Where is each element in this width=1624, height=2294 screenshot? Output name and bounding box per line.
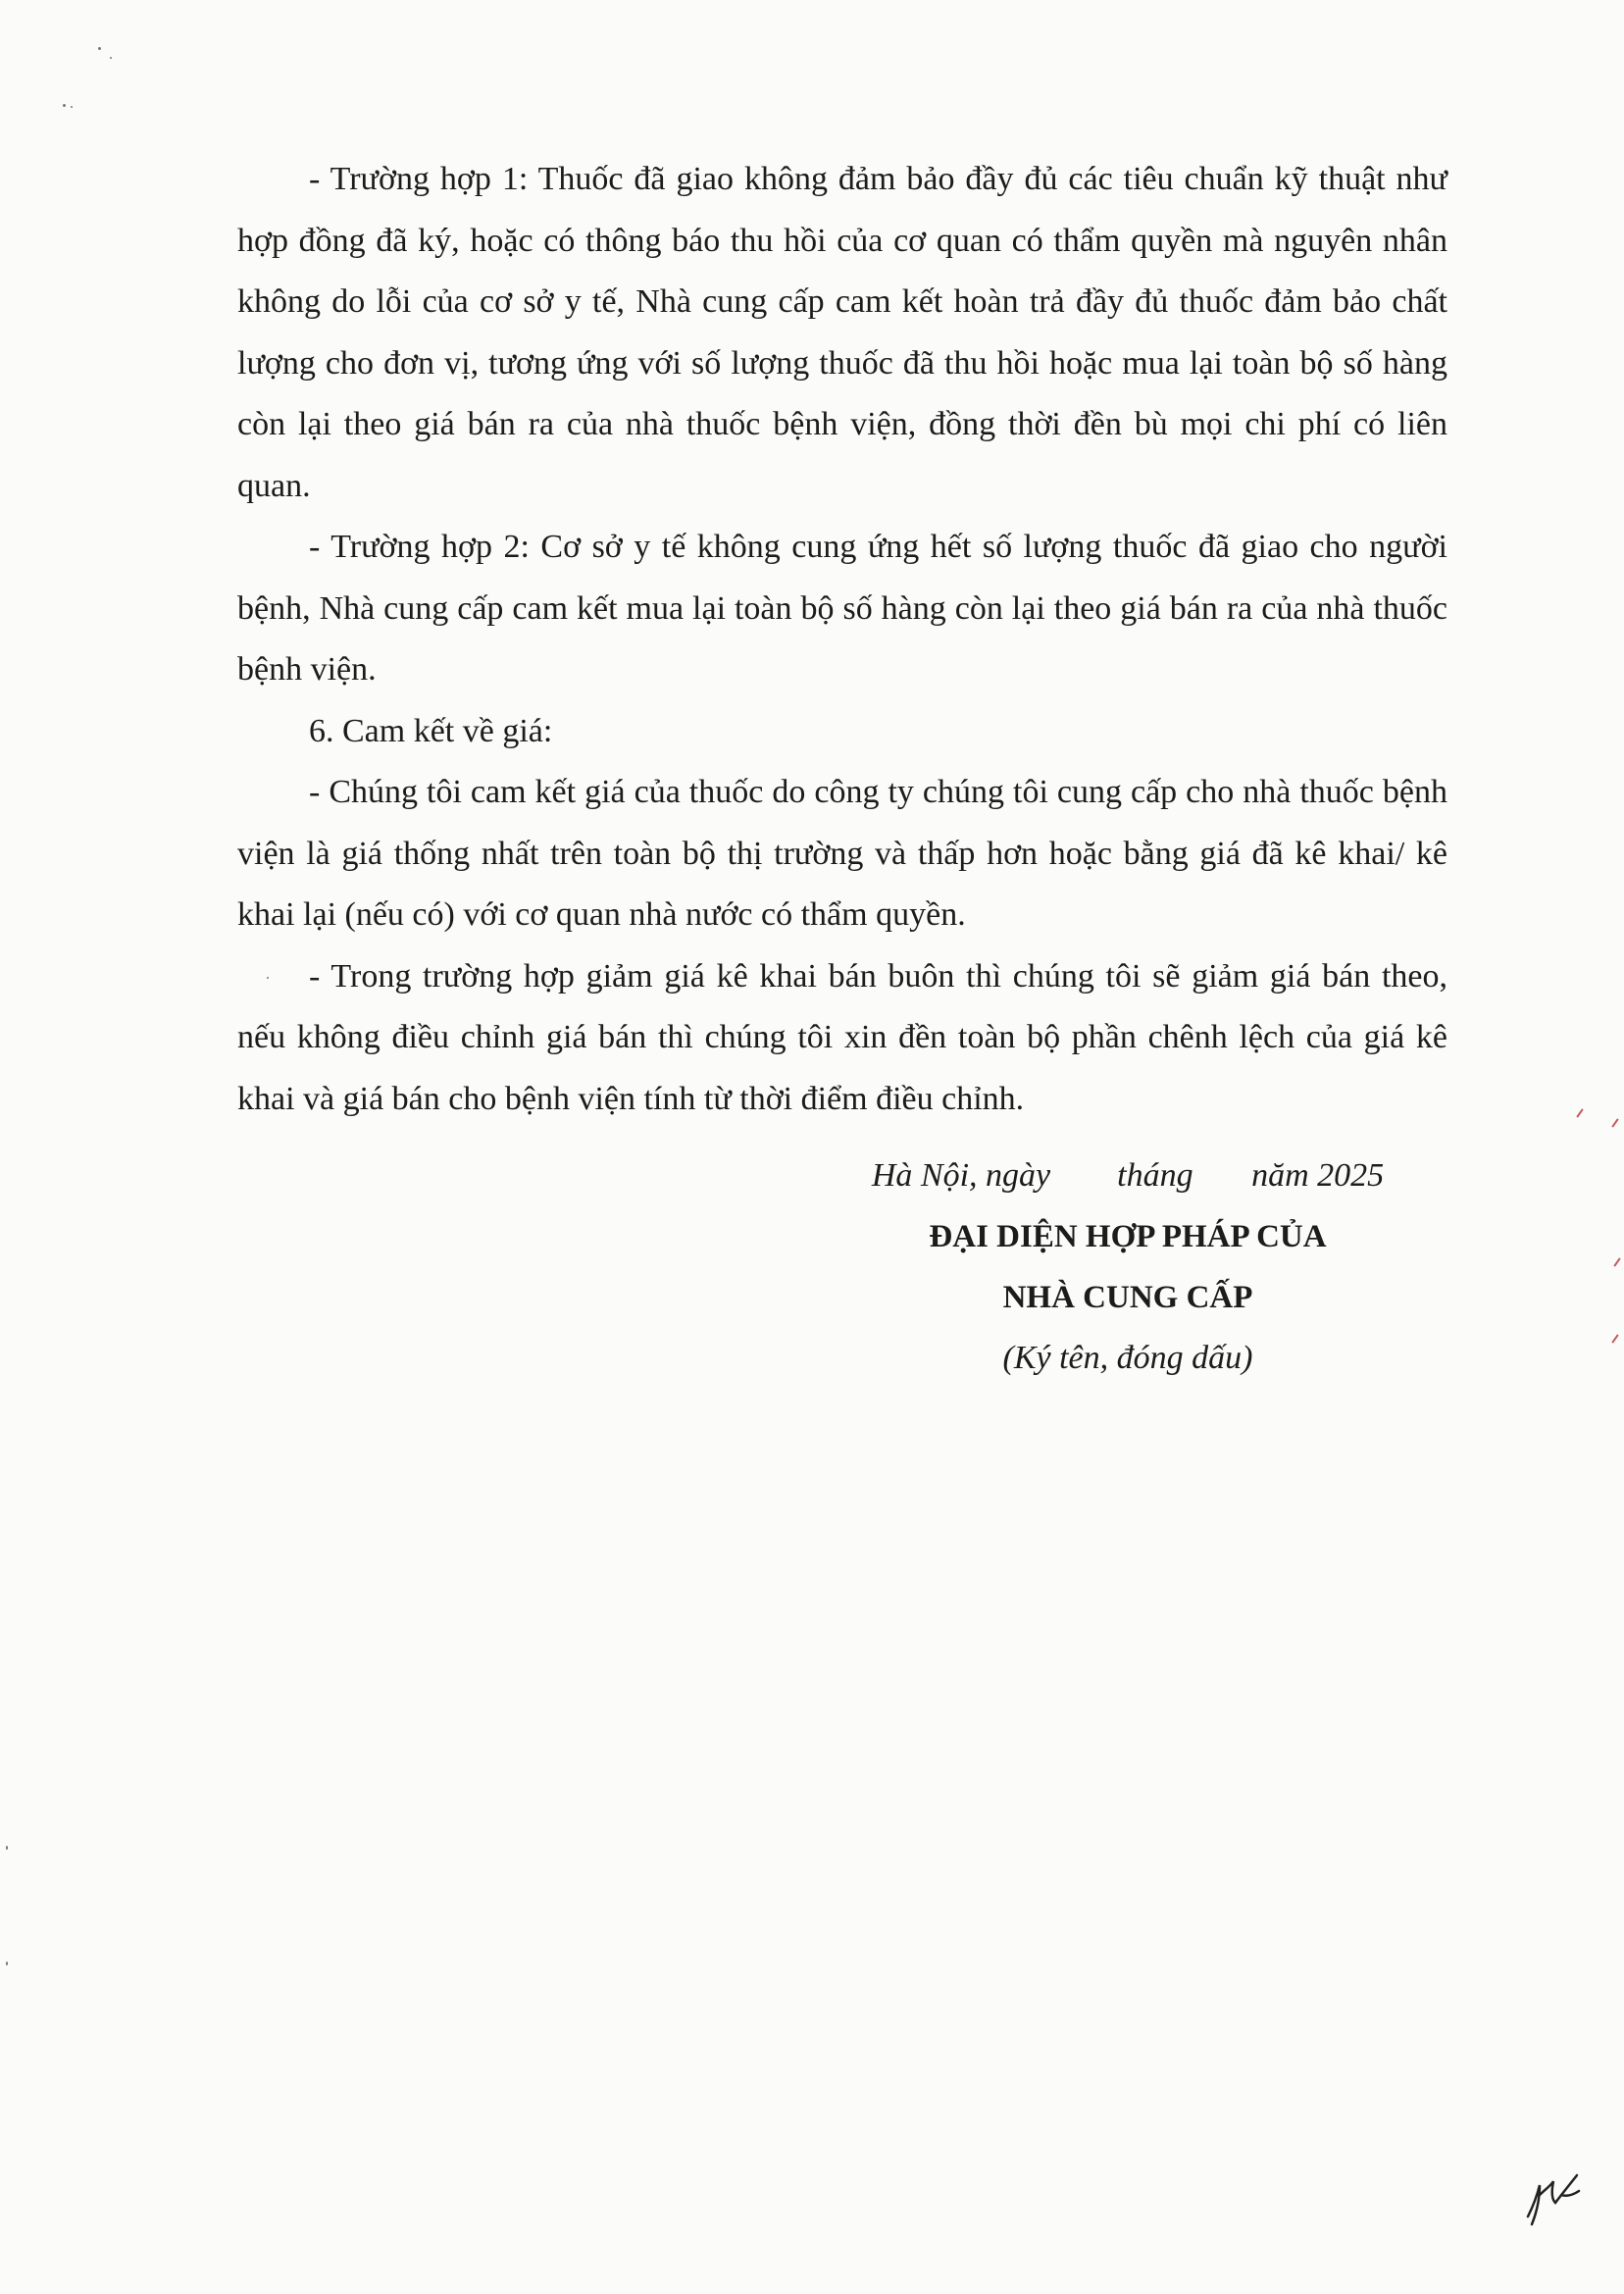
signature-block (843, 1146, 1412, 1389)
representative-title: ĐẠI DIỆN HỢP PHÁP CỦA (929, 1219, 1327, 1254)
scan-speck (71, 106, 73, 108)
scan-speck (6, 1846, 8, 1850)
date-line: Hà Nội, ngày tháng năm 2025 (871, 1157, 1385, 1194)
paragraph-price-reduction: - Trong trường hợp giảm giá kê khai bán buôn thì chúng tôi sẽ giảm giá bán theo, nếu không điều chỉnh giá bán thì chúng tôi xin đền toàn bộ phần chênh lệch của giá kê khai và giá bán cho bệnh viện tính từ thời điểm điều chỉnh. (237, 957, 1447, 1117)
paragraph-price-commitment: - Chúng tôi cam kết giá của thuốc do công ty chúng tôi cung cấp cho nhà thuốc bệnh viện là giá thống nhất trên toàn bộ thị trường và thấp hơn hoặc bằng giá đã kê khai/ kê khai lại (nếu có) với cơ quan nhà nước có thẩm quyền. (237, 774, 1447, 933)
scan-speck (6, 1962, 8, 1965)
scan-speck (63, 104, 66, 107)
margin-mark (1576, 1108, 1583, 1117)
margin-mark (1611, 1118, 1618, 1127)
document-body (237, 149, 1447, 1130)
paragraph-case-2: - Trường hợp 2: Cơ sở y tế không cung ứng hết số lượng thuốc đã giao cho người bệnh, Nhà cung cấp cam kết mua lại toàn bộ số hàng còn lại theo giá bán ra của nhà thuốc bệnh viện. (237, 529, 1447, 688)
paragraph-case-1: - Trường hợp 1: Thuốc đã giao không đảm bảo đầy đủ các tiêu chuẩn kỹ thuật như hợp đồng đã ký, hoặc có thông báo thu hồi của cơ quan có thẩm quyền mà nguyên nhân không do lỗi của cơ sở y tế, Nhà cung cấp cam kết hoàn trả đầy đủ thuốc đảm bảo chất lượng cho đơn vị, tương ứng với số lượng thuốc đã thu hồi hoặc mua lại toàn bộ số hàng còn lại theo giá bán ra của nhà thuốc bệnh viện, đồng thời đền bù mọi chi phí có liên quan. (237, 161, 1447, 504)
margin-mark (1611, 1334, 1618, 1343)
handwritten-initials-icon (1518, 2156, 1597, 2234)
sign-note: (Ký tên, đóng dấu) (1002, 1340, 1253, 1376)
scan-speck (110, 57, 112, 59)
margin-mark (1613, 1257, 1620, 1266)
scan-speck (98, 47, 101, 50)
supplier-title: NHÀ CUNG CẤP (1002, 1280, 1253, 1315)
section-heading-price-commitment: 6. Cam kết về giá: (309, 712, 553, 749)
scan-speck (267, 977, 269, 979)
